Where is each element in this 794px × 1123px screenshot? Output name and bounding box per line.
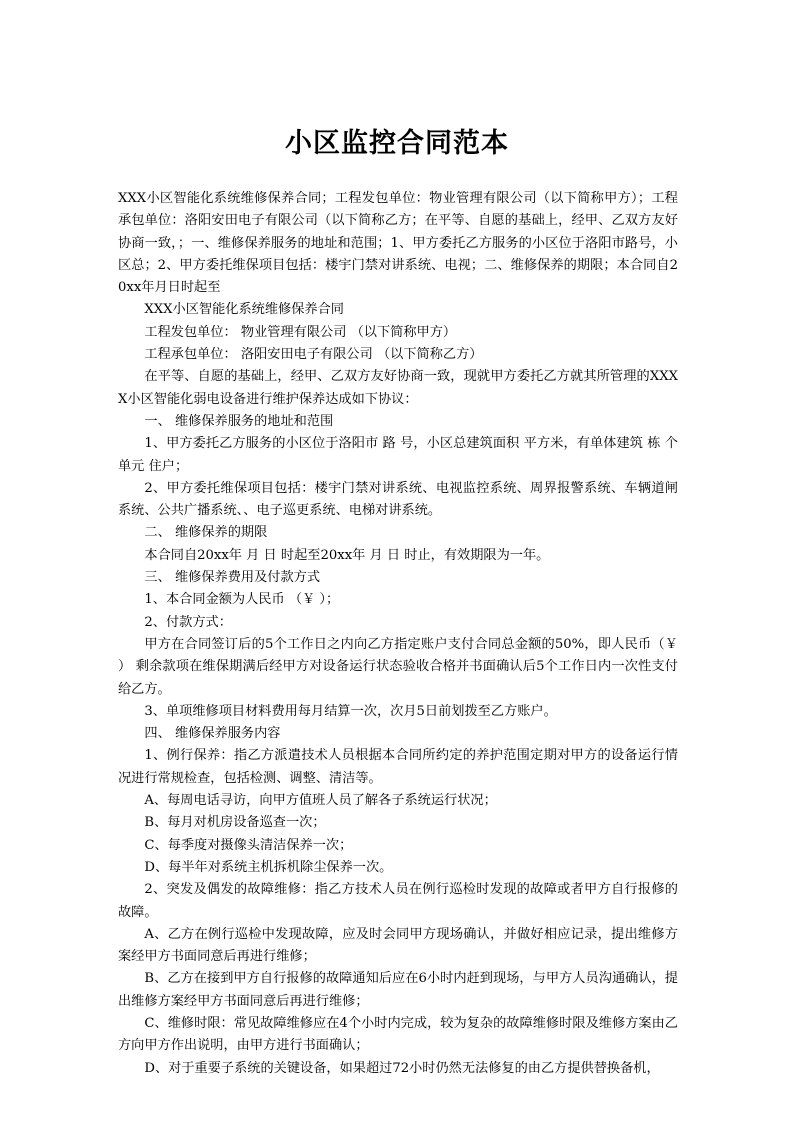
document-paragraph: XXX小区智能化系统维修保养合同；工程发包单位：物业管理有限公司（以下简称甲方）；工程承包单位：洛阳安田电子有限公司（以下简称乙方；在平等、自愿的基础上，经甲、乙双方友好协商一致，；一、维修保养服务的地址和范围；1、甲方委托乙方服务的小区位于洛阳市路号，小区总；2、甲方委托维保项目包括：楼宇门禁对讲系统、电视；二、维修保养的期限；本合同自20xx年月日时起至 bbox=[118, 191, 678, 296]
document-paragraph: A、每周电话寻访，向甲方值班人员了解各子系统运行状况； bbox=[144, 793, 497, 809]
document-paragraph: 2、甲方委托维保项目包括：楼宇门禁对讲系统、电视监控系统、周界报警系统、车辆道闸系统、公共广播系统、、电子巡更系统、电梯对讲系统。 bbox=[118, 480, 678, 519]
document-paragraph: C、维修时限：常见故障维修应在4个小时内完成，较为复杂的故障维修时限及维修方案由乙方向甲方作出说明，由甲方进行书面确认； bbox=[118, 1015, 678, 1054]
document-title: 小区监控合同范本 bbox=[285, 128, 509, 159]
document-paragraph: 三、 维修保养费用及付款方式 bbox=[144, 570, 321, 586]
document-paragraph: XXX小区智能化系统维修保养合同 bbox=[144, 302, 344, 318]
document-paragraph: 1、例行保养：指乙方派遣技术人员根据本合同所约定的养护范围定期对甲方的设备运行情况进行常规检查，包括检测、调整、清洁等。 bbox=[118, 748, 678, 786]
document-paragraph: 甲方在合同签订后的5个工作日之内向乙方指定账户支付合同总金额的50%，即人民币（￥ ） 剩余款项在维保期满后经甲方对设备运行状态验收合格并书面确认后5个工作日内一次性支付给乙方。 bbox=[118, 636, 678, 697]
document-paragraph: 本合同自20xx年 月 日 时起至20xx年 月 日 时止，有效期限为一年。 bbox=[144, 547, 550, 563]
document-paragraph: D、对于重要子系统的关键设备，如果超过72小时仍然无法修复的由乙方提供替换备机， bbox=[144, 1060, 660, 1076]
document-paragraph: 工程发包单位： 物业管理有限公司 （以下简称甲方） bbox=[144, 324, 457, 340]
document-paragraph: A、乙方在例行巡检中发现故障，应及时会同甲方现场确认，并做好相应记录，提出维修方案经甲方书面同意后再进行维修； bbox=[118, 926, 678, 965]
document-paragraph: C、每季度对摄像头清洁保养一次； bbox=[144, 837, 353, 853]
document-paragraph: 四、 维修保养服务内容 bbox=[144, 726, 281, 742]
document-paragraph: 工程承包单位： 洛阳安田电子有限公司 （以下简称乙方） bbox=[144, 347, 483, 363]
document-paragraph: 3、单项维修项目材料费用每月结算一次，次月5日前划拨至乙方账户。 bbox=[144, 703, 557, 719]
document-paragraph: 在平等、自愿的基础上，经甲、乙双方友好协商一致，现就甲方委托乙方就其所管理的XXXX小区智能化弱电设备进行维护保养达成如下协议： bbox=[118, 369, 678, 407]
document-paragraph: 1、甲方委托乙方服务的小区位于洛阳市 路 号，小区总建筑面积 平方米，有单体建筑 栋 个单元 住户； bbox=[118, 436, 678, 474]
document-paragraph: B、乙方在接到甲方自行报修的故障通知后应在6小时内赶到现场，与甲方人员沟通确认，提出维修方案经甲方书面同意后再进行维修； bbox=[118, 971, 678, 1009]
document-paragraph: 二、 维修保养的期限 bbox=[144, 525, 268, 541]
document-paragraph: 一、 维修保养服务的地址和范围 bbox=[144, 413, 334, 429]
document-paragraph: B、每月对机房设备巡查一次； bbox=[144, 815, 326, 831]
document-paragraph: D、每半年对系统主机拆机除尘保养一次。 bbox=[144, 859, 393, 875]
document-body bbox=[118, 188, 678, 1080]
document-paragraph: 2、突发及偶发的故障维修：指乙方技术人员在例行巡检时发现的故障或者甲方自行报修的故障。 bbox=[118, 882, 678, 920]
document-paragraph: 1、本合同金额为人民币 （￥ ）； bbox=[144, 592, 340, 608]
document-paragraph: 2、付款方式： bbox=[144, 614, 232, 630]
